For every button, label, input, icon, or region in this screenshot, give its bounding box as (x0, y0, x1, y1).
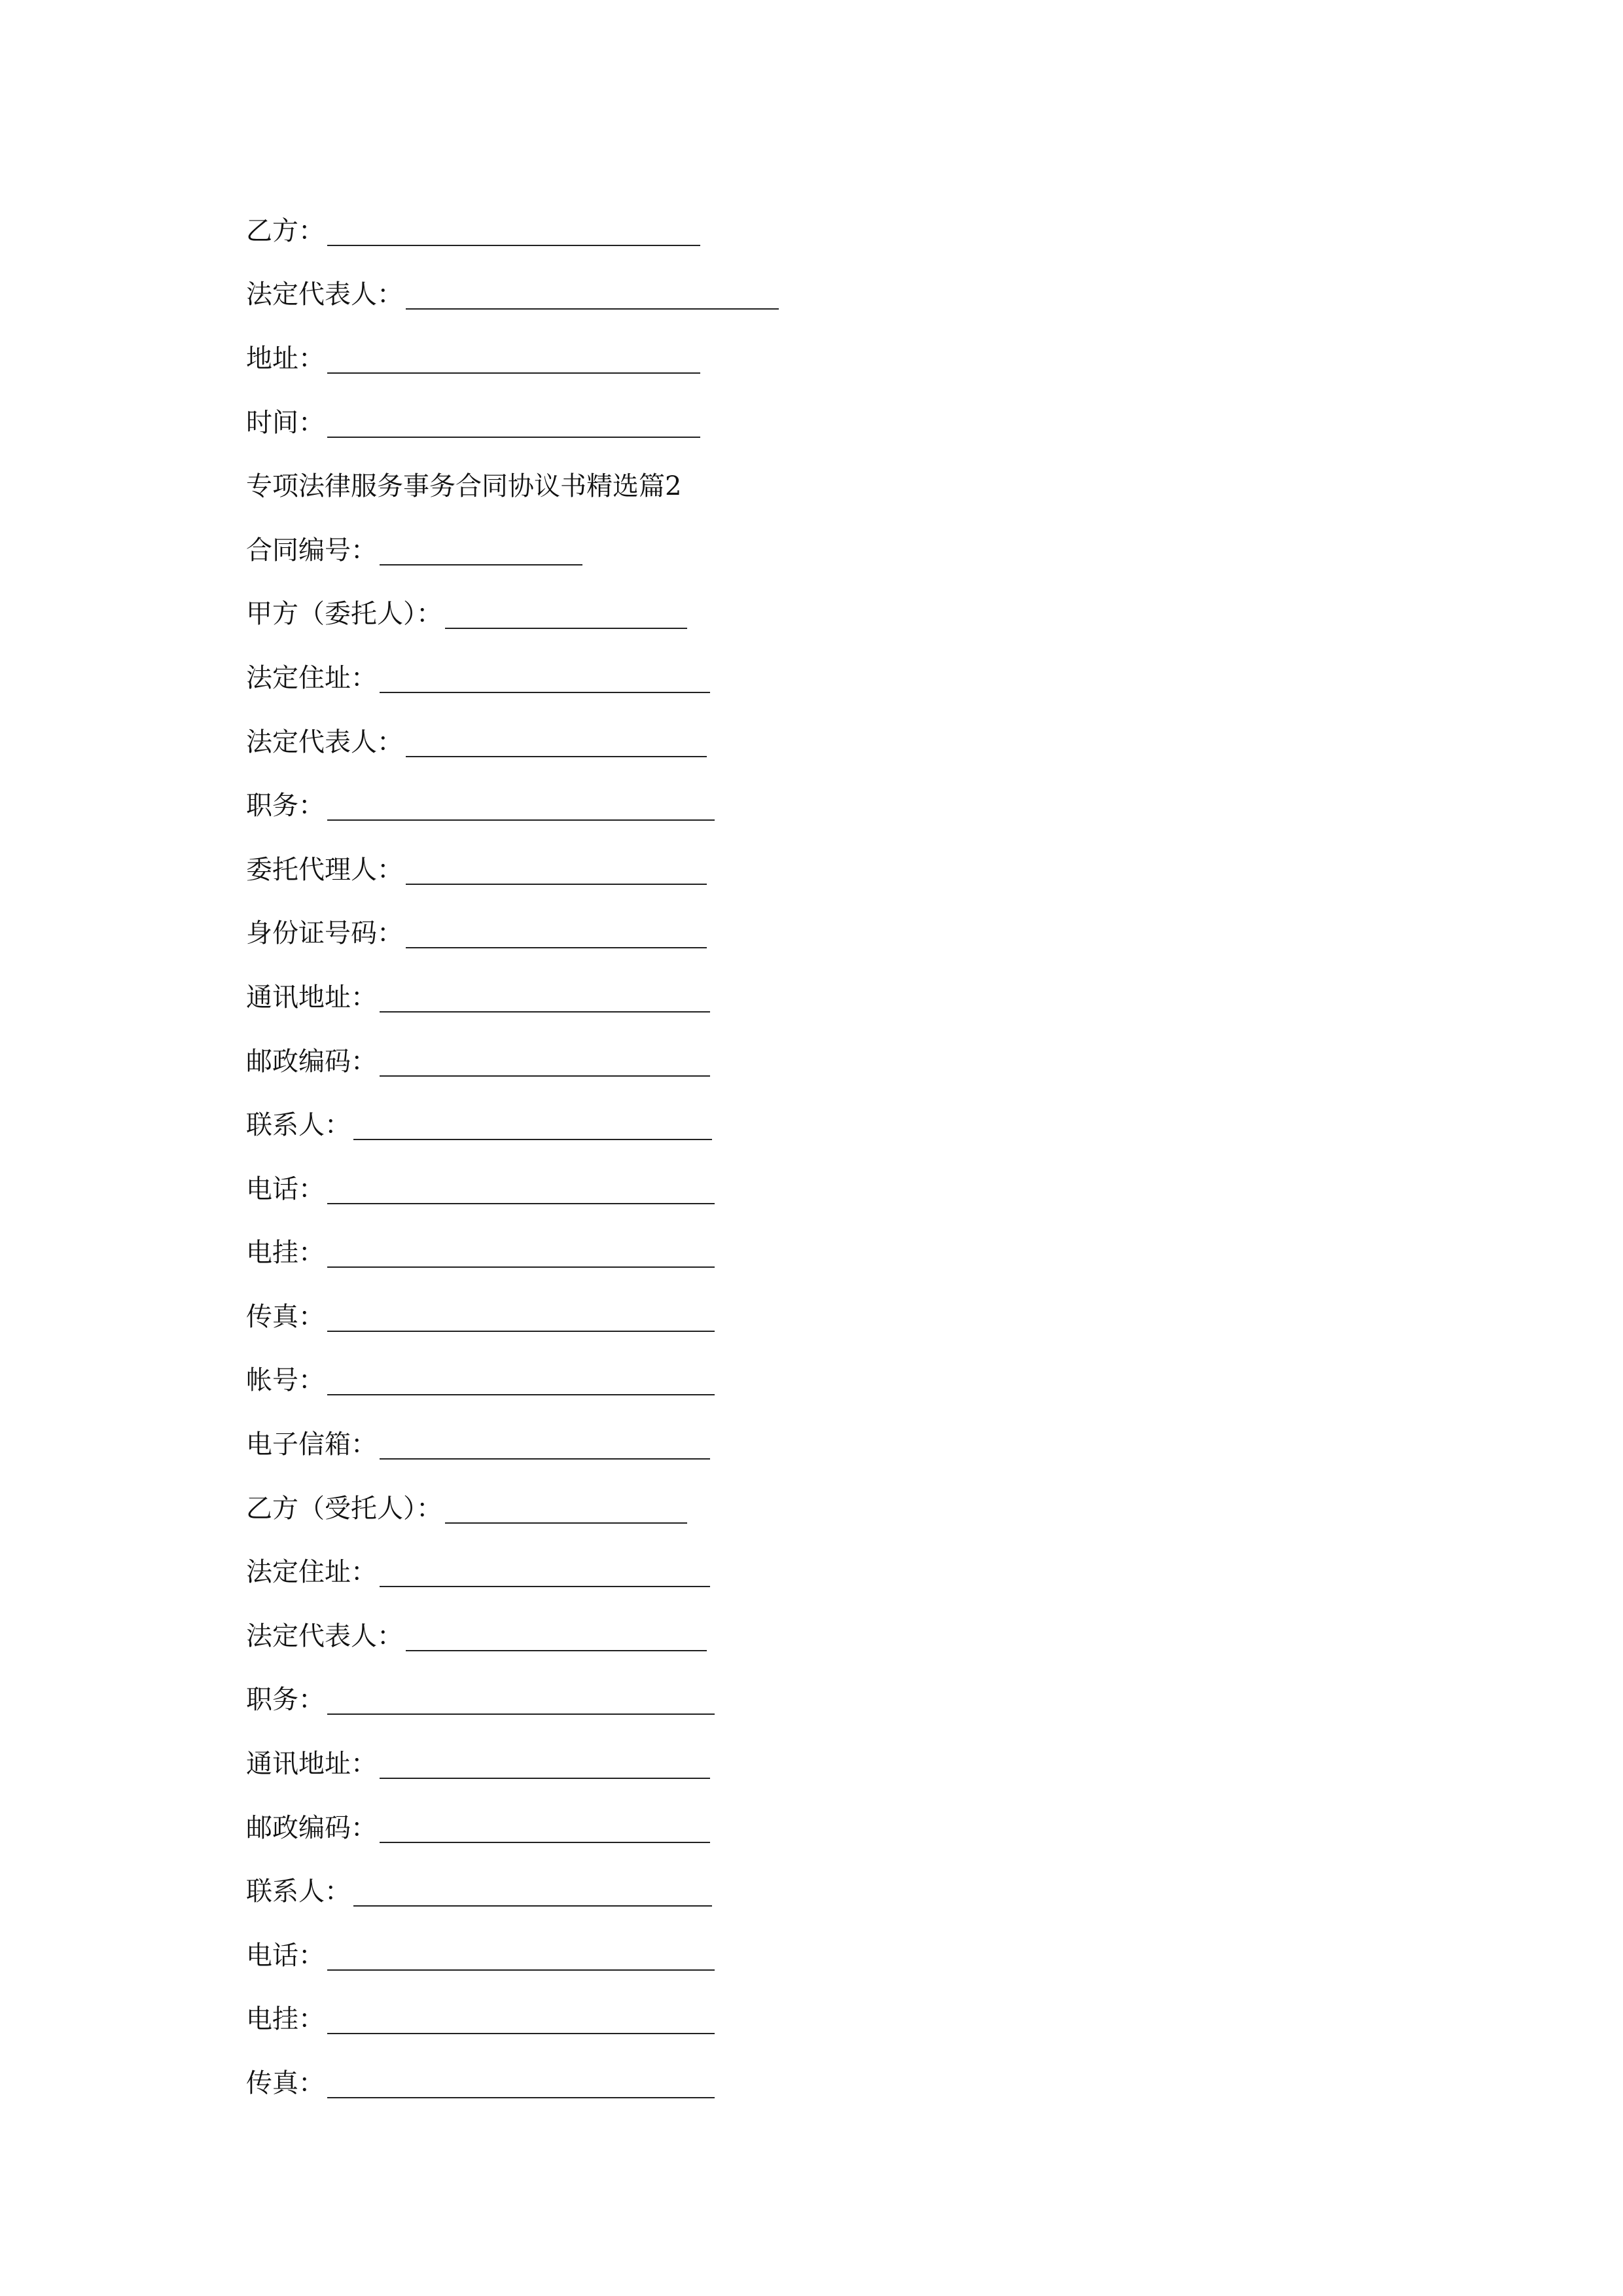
blank-underline[interactable] (327, 1302, 715, 1332)
blank-underline[interactable] (327, 1685, 715, 1715)
blank-underline[interactable] (380, 1557, 710, 1587)
field-label: 传真： (246, 2068, 325, 2099)
field-label: 联系人： (246, 1110, 351, 1141)
blank-underline[interactable] (380, 535, 582, 565)
field-label: 通讯地址： (246, 1749, 377, 1780)
blank-underline[interactable] (380, 1749, 710, 1779)
form-line (246, 838, 1489, 902)
form-line (246, 1349, 1489, 1413)
blank-underline[interactable] (380, 982, 710, 1013)
form-line (246, 1604, 1489, 1668)
form-line (246, 1796, 1489, 1860)
blank-underline[interactable] (445, 1494, 687, 1524)
field-label: 通讯地址： (246, 982, 377, 1013)
form-line (246, 1157, 1489, 1221)
blank-underline[interactable] (380, 1429, 710, 1460)
field-label: 法定住址： (246, 1557, 377, 1588)
field-label: 甲方（委托人）： (246, 599, 442, 630)
form-line (246, 2051, 1489, 2115)
field-label: 联系人： (246, 1876, 351, 1907)
field-label: 职务： (246, 791, 325, 821)
field-label: 法定代表人： (246, 726, 403, 757)
field-label: 法定住址： (246, 662, 377, 693)
blank-underline[interactable] (406, 727, 707, 757)
form-line (246, 518, 1489, 583)
form-line (246, 391, 1489, 455)
blank-underline[interactable] (406, 855, 707, 885)
form-line (246, 1093, 1489, 1157)
blank-underline[interactable] (406, 1621, 707, 1651)
form-line (246, 1030, 1489, 1094)
form-line (246, 1668, 1489, 1732)
form-line (246, 1221, 1489, 1285)
contract-form (246, 199, 1489, 2115)
form-line (246, 965, 1489, 1030)
section-heading (246, 454, 1489, 518)
blank-underline[interactable] (327, 2004, 715, 2034)
field-label: 乙方： (246, 215, 325, 246)
form-line (246, 1540, 1489, 1604)
field-label: 电挂： (246, 1238, 325, 1268)
field-label: 地址： (246, 343, 325, 374)
form-line (246, 774, 1489, 838)
form-line (246, 710, 1489, 774)
field-label: 邮政编码： (246, 1046, 377, 1077)
field-label: 乙方（受托人）： (246, 1493, 442, 1524)
form-line (246, 263, 1489, 327)
heading-text: 专项法律服务事务合同协议书精选篇2 (246, 471, 682, 502)
form-line (246, 1477, 1489, 1541)
form-line (246, 1859, 1489, 1924)
field-label: 电话： (246, 1940, 325, 1971)
form-line (246, 199, 1489, 263)
blank-underline[interactable] (353, 1876, 712, 1907)
form-line (246, 646, 1489, 710)
form-line (246, 1285, 1489, 1349)
field-label: 合同编号： (246, 535, 377, 565)
blank-underline[interactable] (353, 1110, 712, 1140)
form-line (246, 902, 1489, 966)
blank-underline[interactable] (327, 1365, 715, 1395)
blank-underline[interactable] (445, 599, 687, 629)
form-line (246, 1412, 1489, 1477)
form-line (246, 327, 1489, 391)
form-line (246, 1988, 1489, 2052)
field-label: 时间： (246, 407, 325, 438)
blank-underline[interactable] (327, 791, 715, 821)
blank-underline[interactable] (327, 2068, 715, 2098)
blank-underline[interactable] (327, 1941, 715, 1971)
blank-underline[interactable] (406, 279, 779, 310)
field-label: 邮政编码： (246, 1812, 377, 1843)
field-label: 传真： (246, 1301, 325, 1332)
form-line (246, 1924, 1489, 1988)
blank-underline[interactable] (380, 663, 710, 693)
blank-underline[interactable] (327, 216, 700, 246)
field-label: 电挂： (246, 2004, 325, 2035)
blank-underline[interactable] (380, 1047, 710, 1077)
field-label: 电话： (246, 1174, 325, 1204)
blank-underline[interactable] (327, 344, 700, 374)
field-label: 职务： (246, 1685, 325, 1715)
field-label: 法定代表人： (246, 1621, 403, 1651)
blank-underline[interactable] (327, 1238, 715, 1268)
field-label: 法定代表人： (246, 279, 403, 310)
blank-underline[interactable] (406, 918, 707, 948)
field-label: 身份证号码： (246, 918, 403, 949)
field-label: 委托代理人： (246, 854, 403, 885)
field-label: 帐号： (246, 1365, 325, 1396)
field-label: 电子信箱： (246, 1429, 377, 1460)
blank-underline[interactable] (327, 1174, 715, 1204)
form-line (246, 1732, 1489, 1796)
form-line (246, 583, 1489, 647)
blank-underline[interactable] (327, 408, 700, 438)
blank-underline[interactable] (380, 1813, 710, 1843)
